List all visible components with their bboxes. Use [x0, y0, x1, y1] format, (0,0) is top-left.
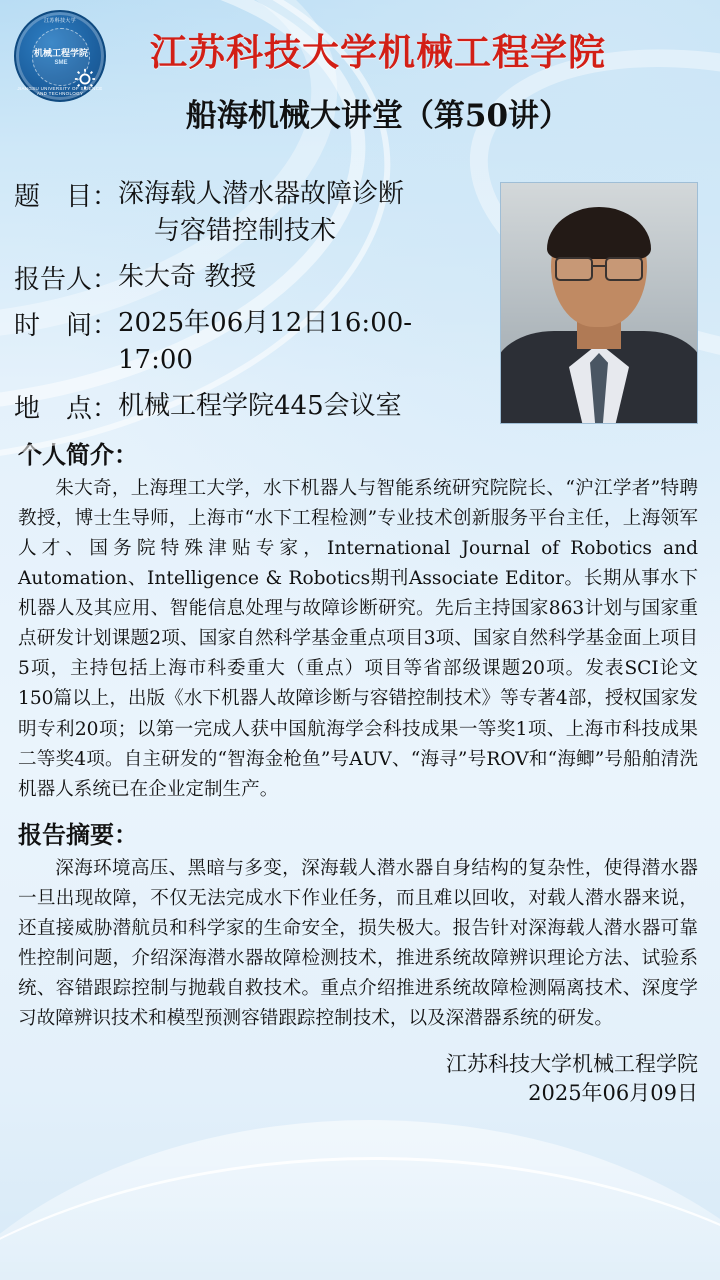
decorative-bottom-wave-fill — [0, 1120, 720, 1280]
speaker-label: 报告人： — [14, 264, 119, 295]
footer-organization: 江苏科技大学机械工程学院 — [446, 1052, 698, 1077]
abstract-section — [18, 815, 698, 1035]
topic-label: 题 目： — [14, 182, 119, 212]
place-label: 地 点： — [14, 393, 119, 424]
portrait-glasses-left-lens — [555, 257, 593, 281]
page-title: 江苏科技大学机械工程学院 — [150, 30, 606, 74]
poster-footer — [0, 1050, 698, 1107]
info-row-time — [14, 305, 484, 379]
topic-value — [118, 176, 404, 250]
logo-inner-en-text: SME — [54, 60, 68, 66]
time-label: 时 间： — [14, 310, 119, 341]
speaker-value: 朱大奇 教授 — [118, 261, 257, 292]
page-subtitle: 船海机械大讲堂（第50讲） — [185, 98, 571, 134]
topic-line-2: 与容错控制技术 — [154, 215, 337, 246]
logo-ring-top-text: 江苏科技大学 — [44, 18, 76, 24]
info-row-place — [14, 388, 484, 425]
topic-line-1: 深海载人潜水器故障诊断 — [118, 179, 405, 209]
bio-text: 朱大奇，上海理工大学，水下机器人与智能系统研究院院长、“沪江学者”特聘教授，博士生导师，上海市“水下工程检测”专业技术创新服务平台主任，上海领军人才、国务院特殊津贴专家，International Journal of Robotics and Automation、Intelligence & Robotics期刊Associate Editor。长期从事水下机器人及其应用、智能信息处理与故障诊断研究。先后主持国家863计划与国家重点研发计划课题2项、国家自然科学基金重点项目3项、国家自然科学基金面上项目5项，主持包括上海市科委重大（重点）项目等省部级课题20项。发表SCI论文150篇以上，出版《水下机器人故障诊断与容错控制技术》等专著4部，授权国家发明专利20项；以第一完成人获中国航海学会科技成果一等奖1项、上海市科技成果二等奖4项。自主研发的“智海金枪鱼”号AUV、“海寻”号ROV和“海鲫”号船舶清洗机器人系统已在企业定制生产。 — [18, 477, 698, 800]
logo-ring-bottom-text: JIANGSU UNIVERSITY OF SCIENCE AND TECHNOLOGY — [17, 86, 103, 96]
place-value: 机械工程学院445会议室 — [118, 390, 402, 421]
info-row-speaker — [14, 259, 484, 296]
portrait-glasses-right-lens — [605, 257, 643, 281]
logo-inner-cn-text: 机械工程学院 — [33, 48, 88, 58]
poster-header — [0, 0, 720, 162]
portrait-glasses — [553, 257, 645, 279]
info-rows — [14, 176, 484, 425]
decorative-bottom-wave-line — [0, 1157, 720, 1280]
time-value: 2025年06月12日16:00-17:00 — [118, 307, 413, 375]
bio-heading: 个人简介： — [18, 439, 138, 469]
portrait-glasses-bridge — [591, 265, 607, 267]
lecture-info-block — [14, 176, 702, 425]
university-logo — [14, 10, 106, 102]
footer-date: 2025年06月09日 — [528, 1080, 698, 1105]
speaker-portrait — [500, 182, 698, 424]
abstract-text: 深海环境高压、黑暗与多变，深海载人潜水器自身结构的复杂性，使得潜水器一旦出现故障，不仅无法完成水下作业任务，而且难以回收，对载人潜水器来说，还直接威胁潜航员和科学家的生命安全，损失极大。报告针对深海载人潜水器可靠性控制问题，介绍深海潜水器故障检测技术，推进系统故障辨识理论方法、试验系统、容错跟踪控制与抛载自救技术。重点介绍推进系统故障检测隔离技术、深度学习故障辨识技术和模型预测容错跟踪控制技术，以及深潜器系统的研发。 — [18, 857, 698, 1030]
gear-icon — [74, 68, 96, 90]
bio-section — [18, 435, 698, 805]
abstract-heading: 报告摘要： — [18, 819, 138, 849]
info-row-topic — [14, 176, 484, 250]
